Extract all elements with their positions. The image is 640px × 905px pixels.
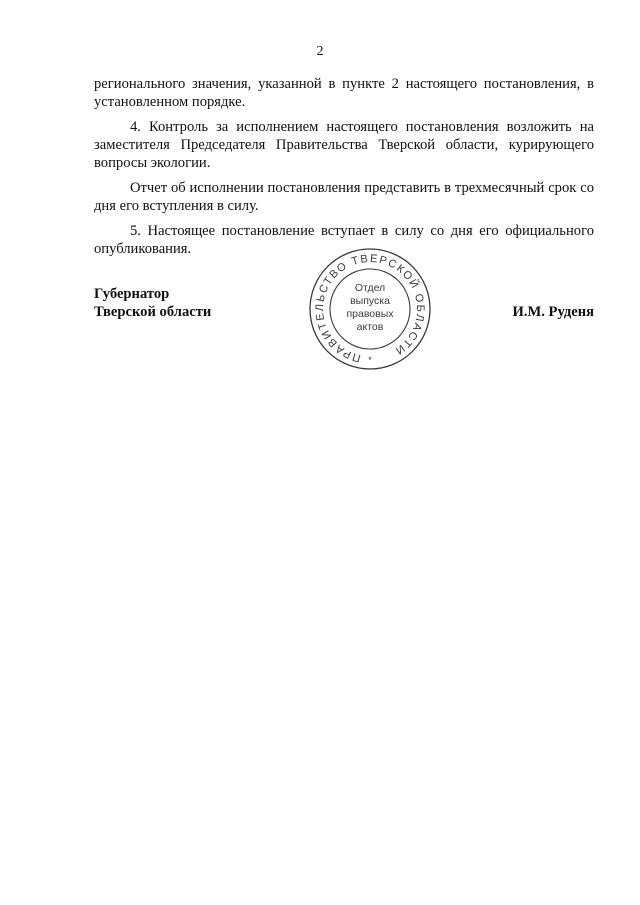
signatory-position-line2: Тверской области	[94, 304, 212, 320]
signatory-position	[94, 285, 211, 321]
official-stamp	[300, 240, 440, 378]
paragraph-report: Отчет об исполнении постановления представить в трехмесячный срок со дня его вступления в силу.	[94, 180, 594, 214]
stamp-center-line4: актов	[356, 321, 384, 333]
page-number: 2	[316, 44, 324, 59]
stamp-center-line1: Отдел	[354, 282, 386, 294]
stamp-center-line3: правовых	[346, 308, 394, 320]
signatory-position-line1: Губернатор	[94, 286, 170, 302]
stamp-center-line2: выпуска	[350, 295, 390, 307]
signatory-name: И.М. Руденя	[512, 304, 594, 320]
stamp-star: *	[368, 355, 372, 365]
stamp-seal-icon	[300, 240, 440, 378]
stamp-ring-textpath: ПРАВИТЕЛЬСТВО ТВЕРСКОЙ ОБЛАСТИ	[313, 252, 427, 365]
document-body	[94, 75, 594, 265]
paragraph-item-5: 5. Настоящее постановление вступает в силу со дня его официального опубликования.	[94, 223, 594, 257]
paragraph-item-4: 4. Контроль за исполнением настоящего постановления возложить на заместителя Председателя Правительства Тверской области, курирующего вопросы экологии.	[94, 119, 594, 171]
paragraph-continuation: регионального значения, указанной в пункте 2 настоящего постановления, в установленном порядке.	[94, 76, 594, 110]
